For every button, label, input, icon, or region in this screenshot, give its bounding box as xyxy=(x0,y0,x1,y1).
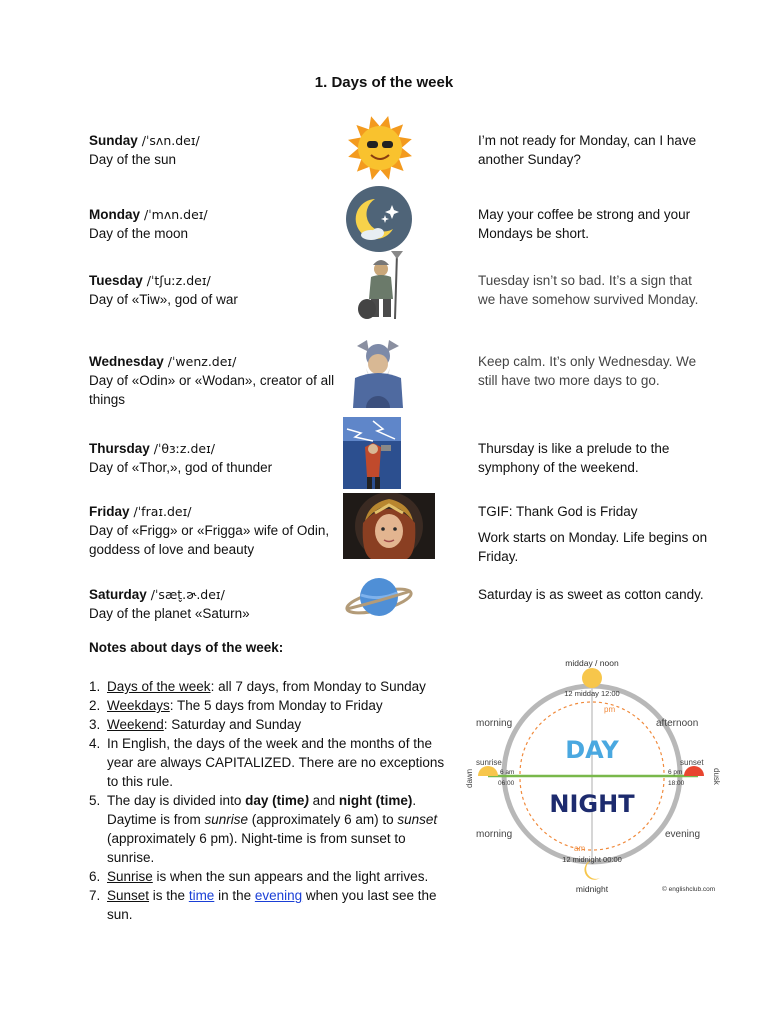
sunset-label: sunset xyxy=(680,758,704,767)
note-text: Weekend xyxy=(107,717,164,732)
day-name: Monday xyxy=(89,207,141,222)
note-text: Sunrise xyxy=(107,869,153,884)
day-meaning: Day of «Thor,», god of thunder xyxy=(89,460,273,475)
note-text: Weekdays xyxy=(107,698,170,713)
quote-line: Saturday is as sweet as cotton candy. xyxy=(478,587,704,602)
note-number: 6. xyxy=(89,869,101,884)
note-item xyxy=(89,696,449,715)
note-text: Days of the week xyxy=(107,679,211,694)
morning-bottom-label: morning xyxy=(476,829,513,840)
six-pm-label: 6 pm xyxy=(668,769,683,776)
thor-lightning-icon xyxy=(343,417,401,494)
day-info xyxy=(89,502,344,559)
credit-label: © englishclub.com xyxy=(662,886,716,893)
quote-line: TGIF: Thank God is Friday xyxy=(478,504,638,519)
note-text: ) xyxy=(304,793,309,808)
morning-top-label: morning xyxy=(476,718,513,729)
six-am-label: 6 am xyxy=(500,769,515,776)
note-number: 5. xyxy=(89,793,101,808)
day-meaning: Day of «Tiw», god of war xyxy=(89,292,238,307)
day-name: Thursday xyxy=(89,441,150,456)
dusk-label: dusk xyxy=(712,768,721,785)
day-quote xyxy=(478,205,708,250)
note-item xyxy=(89,886,449,924)
note-link[interactable]: time xyxy=(188,888,215,903)
day-quote xyxy=(478,131,708,176)
day-night-diagram xyxy=(462,656,722,896)
note-number: 4. xyxy=(89,736,101,751)
quote-line: Thursday is like a prelude to the symphony of the weekend. xyxy=(478,441,670,475)
quote-line: I’m not ready for Monday, can I have another Sunday? xyxy=(478,133,697,167)
note-text: is the xyxy=(149,888,189,903)
notes-list xyxy=(89,677,449,924)
sun-icon xyxy=(345,113,415,188)
note-text: The day is divided into xyxy=(107,793,246,808)
six-am-24-label: 06:00 xyxy=(498,780,515,787)
note-link[interactable]: evening xyxy=(254,888,303,903)
day-info xyxy=(89,205,344,243)
day-pronunciation: /ˈfraɪ.deɪ/ xyxy=(133,504,192,519)
day-meaning: Day of the moon xyxy=(89,226,189,241)
day-info xyxy=(89,271,344,309)
day-pronunciation: /ˈsæt̬.ɚ.deɪ/ xyxy=(150,587,225,602)
midday-label: midday / noon xyxy=(565,658,619,668)
day-quote xyxy=(478,502,708,573)
day-meaning: Day of «Odin» or «Wodan», creator of all things xyxy=(89,373,335,407)
day-name: Saturday xyxy=(89,587,147,602)
day-pronunciation: /ˈθɜːz.deɪ/ xyxy=(153,441,215,456)
day-row-thursday xyxy=(89,439,709,499)
note-text: sunset xyxy=(397,812,438,827)
day-row-friday xyxy=(89,502,709,562)
six-pm-24-label: 18:00 xyxy=(668,780,685,787)
note-text: in the xyxy=(214,888,255,903)
day-info xyxy=(89,352,344,409)
quote-line: May your coffee be strong and your Mondays be short. xyxy=(478,207,691,241)
day-pronunciation: /ˈtʃuːz.deɪ/ xyxy=(146,273,211,288)
day-info xyxy=(89,439,344,477)
day-quote xyxy=(478,439,708,484)
note-text: day (time xyxy=(245,793,305,808)
midnight-label: midnight xyxy=(575,884,609,894)
tiw-figure-icon xyxy=(355,249,409,328)
day-row-sunday xyxy=(89,131,709,191)
note-text: : Saturday and Sunday xyxy=(163,717,302,732)
note-text: when you last see the sun. xyxy=(107,888,437,922)
day-quote xyxy=(478,585,708,611)
day-meaning: Day of the planet «Saturn» xyxy=(89,606,250,621)
pm-label: pm xyxy=(604,705,616,714)
moon-icon xyxy=(345,185,413,258)
day-row-tuesday xyxy=(89,271,709,331)
day-name: Sunday xyxy=(89,133,138,148)
note-text: : all 7 days, from Monday to Sunday xyxy=(210,679,426,694)
note-text: night (time) xyxy=(338,793,413,808)
day-meaning: Day of the sun xyxy=(89,152,177,167)
note-text: : The 5 days from Monday to Friday xyxy=(169,698,383,713)
quote-line: Keep calm. It’s only Wednesday. We still have two more days to go. xyxy=(478,354,697,388)
note-item xyxy=(89,734,449,791)
note-text: sunrise xyxy=(204,812,249,827)
sunrise-sun-icon xyxy=(478,766,498,776)
day-pronunciation: /ˈmʌn.deɪ/ xyxy=(144,207,208,222)
note-text: and xyxy=(308,793,339,808)
sunrise-label: sunrise xyxy=(476,758,502,767)
midnight-time: 12 midnight 00:00 xyxy=(562,855,622,864)
note-item xyxy=(89,867,449,886)
note-text: In English, the days of the week and the months of the year are always CAPITALIZED. There are no exceptions to this rule. xyxy=(107,736,445,789)
sunset-sun-icon xyxy=(684,766,704,776)
notes-heading: Notes about days of the week: xyxy=(89,640,284,655)
note-number: 1. xyxy=(89,679,101,694)
day-pronunciation: /ˈwenz.deɪ/ xyxy=(167,354,237,369)
note-number: 3. xyxy=(89,717,101,732)
day-name: Friday xyxy=(89,504,130,519)
afternoon-label: afternoon xyxy=(656,718,699,729)
note-text: (approximately 6 am) to xyxy=(248,812,398,827)
quote-line: Tuesday isn’t so bad. It’s a sign that we have somehow survived Monday. xyxy=(478,273,699,307)
page-title: 1. Days of the week xyxy=(314,74,454,91)
day-info xyxy=(89,131,344,169)
saturn-icon xyxy=(345,571,413,630)
day-quote xyxy=(478,271,708,316)
evening-label: evening xyxy=(665,829,701,840)
note-number: 2. xyxy=(89,698,101,713)
quote-line: Work starts on Monday. Life begins on Friday. xyxy=(478,530,708,564)
night-word: NIGHT xyxy=(549,790,635,818)
am-label: am xyxy=(574,844,586,853)
day-row-saturday xyxy=(89,585,709,645)
day-word: DAY xyxy=(565,736,619,764)
day-name: Tuesday xyxy=(89,273,143,288)
midday-time: 12 midday 12:00 xyxy=(564,689,620,698)
day-pronunciation: /ˈsʌn.deɪ/ xyxy=(141,133,200,148)
note-text: Sunset xyxy=(107,888,150,903)
note-item xyxy=(89,791,449,867)
note-item xyxy=(89,715,449,734)
note-text: (approximately 6 pm). Night-time is from sunset to sunrise. xyxy=(107,831,406,865)
dawn-label: dawn xyxy=(465,768,474,788)
day-name: Wednesday xyxy=(89,354,164,369)
day-info xyxy=(89,585,344,623)
day-night-svg xyxy=(462,656,722,896)
note-text: . Daytime is from xyxy=(107,793,417,827)
note-item xyxy=(89,677,449,696)
day-meaning: Day of «Frigg» or «Frigga» wife of Odin, goddess of love and beauty xyxy=(89,523,330,557)
note-number: 7. xyxy=(89,888,101,903)
day-quote xyxy=(478,352,708,397)
noon-sun-icon xyxy=(582,668,602,688)
day-row-wednesday xyxy=(89,352,709,412)
note-text: is when the sun appears and the light arrives. xyxy=(152,869,429,884)
frigg-portrait-icon xyxy=(343,493,435,564)
odin-figure-icon xyxy=(349,338,407,413)
